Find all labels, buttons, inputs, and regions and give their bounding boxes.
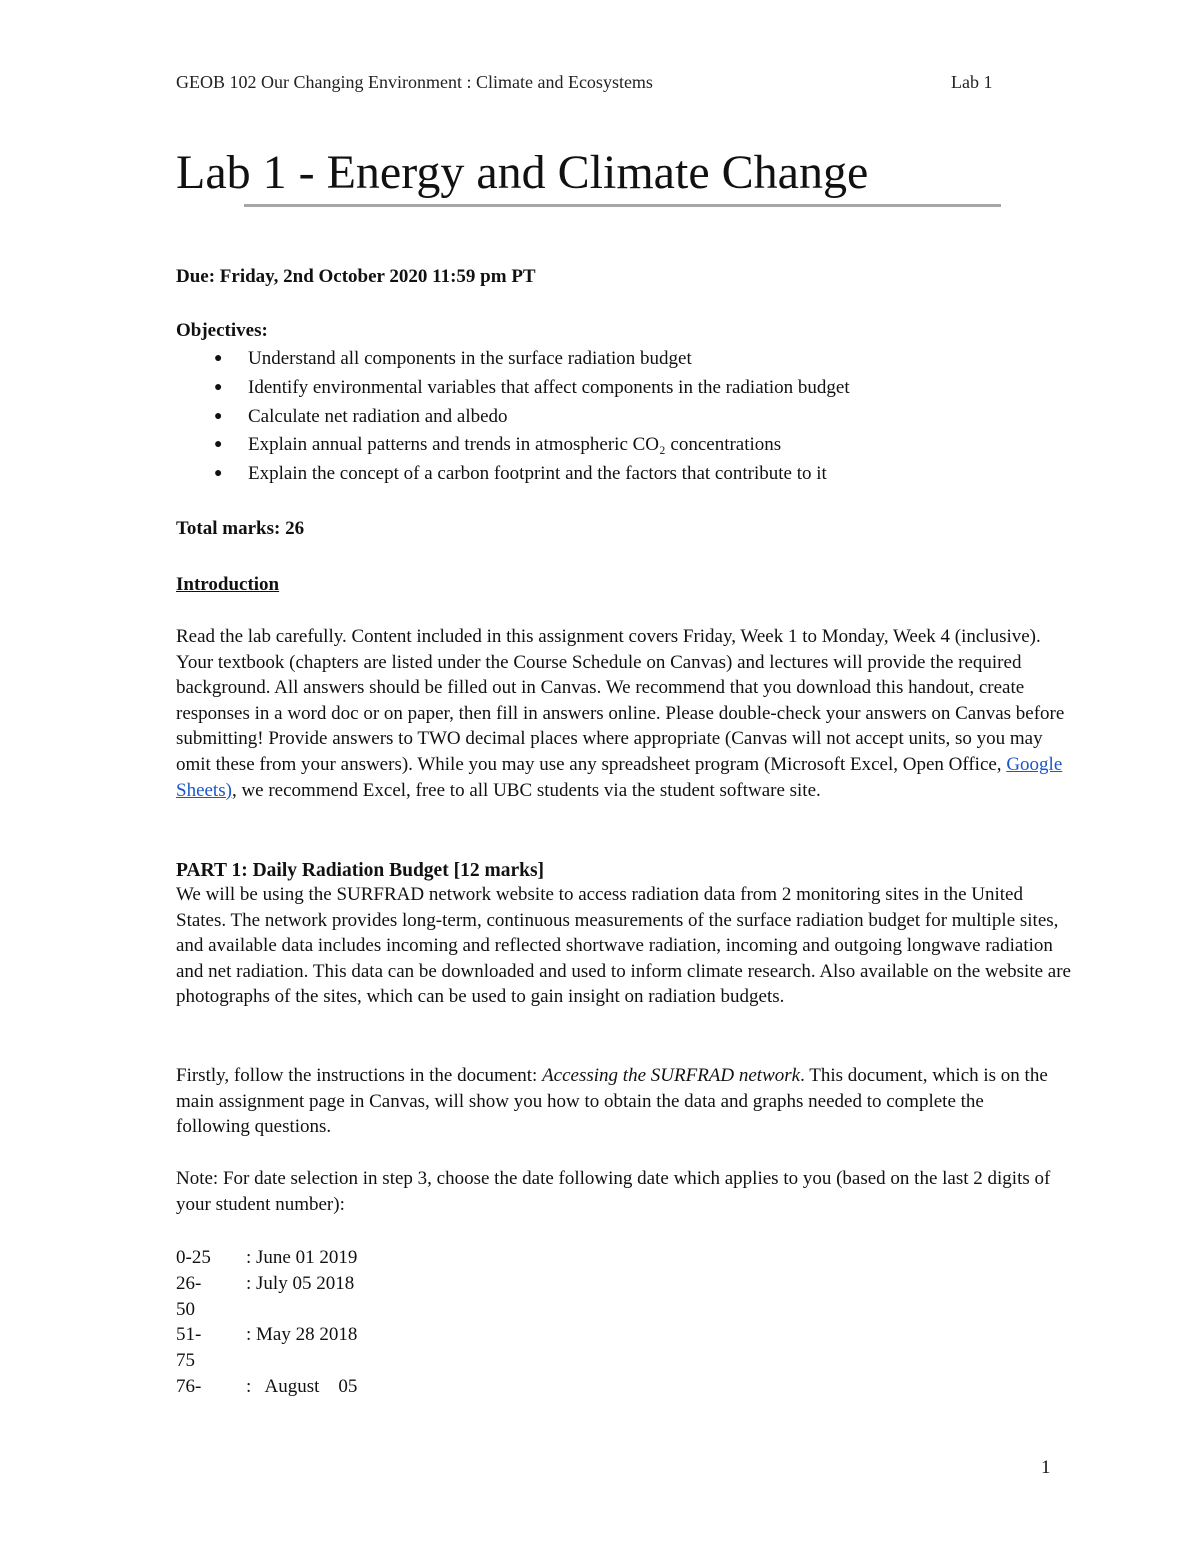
list-item — [176, 403, 850, 432]
intro-text: Read the lab carefully. Content included in this assignment covers Friday, Week 1 to Monday, Week 4 (inclusive). Your textbook (chapters are listed under the Course Schedule on Canvas) and lectures will provide the required background. All answers should be filled out in Canvas. We recommend that you download this handout, create responses in a word doc or on paper, then fill in answers online. Please double-check your answers on Canvas before submitting! Provide answers to TWO decimal places where appropriate (Canvas will not accept units, so you may omit these from your answers). While you may use any spreadsheet program (Microsoft Excel, Open Office, — [176, 626, 1065, 775]
date-cell: : August 05 — [246, 1375, 358, 1397]
bullet-icon: ● — [214, 379, 223, 395]
objectives-heading: Objectives: — [176, 320, 268, 341]
range-cell: 0-25 — [176, 1247, 211, 1268]
page-number: 1 — [1041, 1457, 1051, 1478]
date-cell: : June 01 2019 — [246, 1247, 358, 1268]
firstly-paragraph — [176, 1063, 1056, 1140]
objective-text: Explain the concept of a carbon footprint and the factors that contribute to it — [248, 463, 827, 485]
header-course: GEOB 102 Our Changing Environment : Climate and Ecosystems — [176, 72, 653, 92]
surfrad-doc-title: Accessing the SURFRAD network — [542, 1065, 801, 1086]
objective-text: Calculate net radiation and albedo — [248, 405, 508, 427]
objectives-list — [176, 345, 850, 489]
list-item — [176, 460, 850, 489]
total-marks: Total marks: 26 — [176, 518, 305, 539]
range-cell: 76- — [176, 1375, 202, 1397]
note-paragraph: Note: For date selection in step 3, choose the date following date which applies to you (based on the last 2 digits of your student number): — [176, 1168, 1051, 1215]
intro-text-end: , we recommend Excel, free to all UBC students via the student software site. — [231, 779, 821, 801]
range-cell: 50 — [176, 1298, 195, 1320]
list-item — [176, 345, 850, 374]
part1-heading: PART 1: Daily Radiation Budget [12 marks] — [176, 860, 545, 881]
bullet-icon: ● — [214, 351, 223, 366]
firstly-text: Firstly, follow the instructions in the document: — [176, 1065, 543, 1086]
range-cell: 75 — [176, 1350, 195, 1372]
introduction-paragraph — [176, 624, 1076, 803]
google-sheets-link[interactable]: Google Sheets) — [176, 753, 1063, 801]
list-item — [176, 431, 850, 460]
range-cell: 51- — [176, 1324, 202, 1346]
due-date: Due: Friday, 2nd October 2020 11:59 pm PT — [176, 266, 536, 287]
objective-text: Understand all components in the surface radiation budget — [248, 348, 692, 369]
date-cell: : July 05 2018 — [246, 1272, 355, 1294]
header-lab: Lab 1 — [951, 72, 993, 92]
title-underline — [244, 204, 1001, 207]
list-item — [176, 374, 850, 403]
objective-text: Explain annual patterns and trends in atmospheric CO₂ concentrations — [248, 434, 782, 456]
introduction-heading: Introduction — [176, 574, 280, 595]
bullet-icon: ● — [214, 408, 223, 424]
part1-paragraph: We will be using the SURFRAD network website to access radiation data from 2 monitoring sites in the United States. The network provides long-term, continuous measurements of the surface radiation budget for multiple sites, and available data includes incoming and reflected shortwave radiation, incoming and outgoing longwave radiation and net radiation. This data can be downloaded and used to inform climate research. Also available on the website are photographs of the sites, which can be used to gain insight on radiation budgets. — [176, 884, 1071, 1008]
page-title: Lab 1 - Energy and Climate Change — [176, 146, 869, 199]
date-cell: : May 28 2018 — [246, 1324, 358, 1346]
firstly-text-end: . This document, which is on the main assignment page in Canvas, will show you how to obtain the data and graphs needed to complete the following questions. — [176, 1065, 1048, 1138]
range-cell: 26- — [176, 1272, 202, 1294]
objective-text: Identify environmental variables that affect components in the radiation budget — [248, 376, 850, 398]
bullet-icon: ● — [214, 437, 223, 453]
bullet-icon: ● — [214, 466, 223, 482]
